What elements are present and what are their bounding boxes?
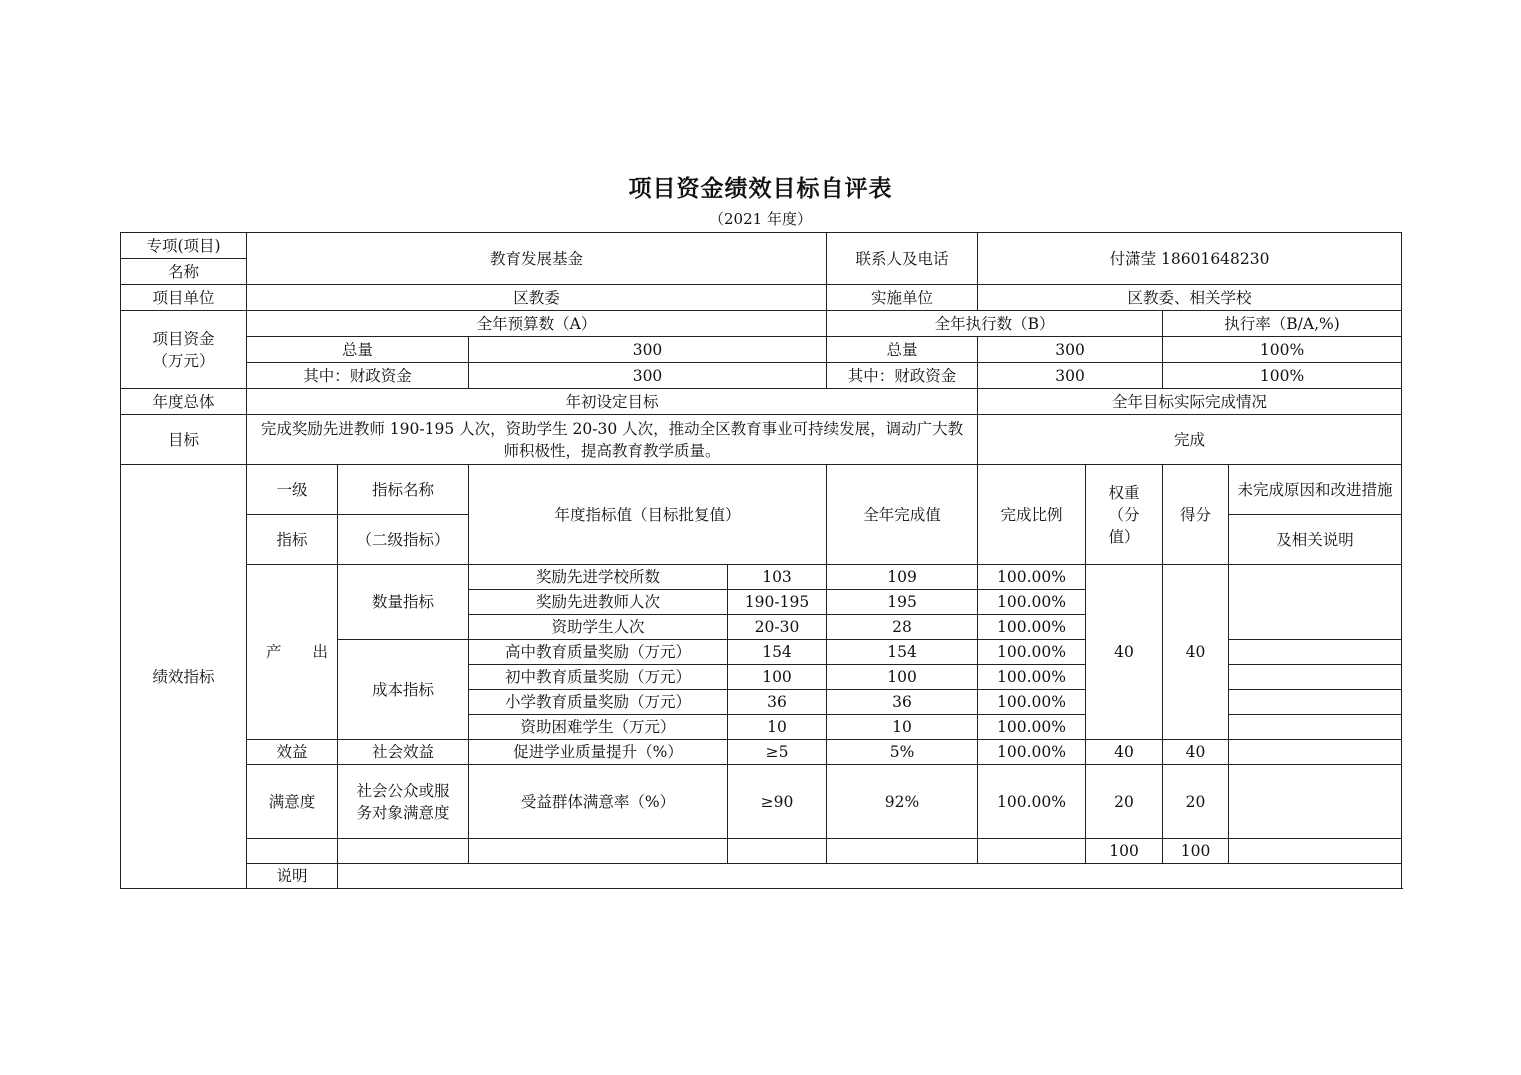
budget-total-label: 总量 [247,337,469,363]
project-name-label-2: 名称 [121,259,247,285]
annual-target-header: 年度指标值（目标批复值） [469,465,827,565]
indicator-name: 奖励先进教师人次 [469,590,728,615]
indicator-target: ≥5 [728,740,827,765]
ind-name-header-b: （二级指标） [338,515,469,565]
satisfaction-weight: 20 [1086,765,1163,839]
indicator-target: 36 [728,690,827,715]
reason-header-a: 未完成原因和改进措施 [1229,465,1402,515]
reason-cell [1229,715,1402,740]
goal-status: 完成 [978,415,1402,465]
total-score: 100 [1163,839,1229,864]
indicator-ratio: 100.00% [978,715,1086,740]
table-row [121,765,1402,839]
goal-label: 目标 [121,415,247,465]
quantity-label: 数量指标 [338,565,469,640]
indicator-done: 5% [827,740,978,765]
empty-cell [728,839,827,864]
reason-cell [1229,690,1402,715]
benefit-weight: 40 [1086,740,1163,765]
rate-total-value: 100% [1163,337,1402,363]
page-subtitle: （2021 年度） [709,210,812,228]
indicator-target: 100 [728,665,827,690]
cost-label: 成本指标 [338,640,469,740]
reason-cell [1229,740,1402,765]
rate-header: 执行率（B/A,%) [1163,311,1402,337]
annual-overall-label: 年度总体 [121,389,247,415]
budget-header: 全年预算数（A） [247,311,827,337]
funds-label [121,311,247,389]
indicator-target: 103 [728,565,827,590]
notes-label: 说明 [247,864,338,889]
indicator-ratio: 100.00% [978,615,1086,640]
weight-header: 权重（分值） [1086,465,1163,565]
indicator-target: 10 [728,715,827,740]
indicator-name: 奖励先进学校所数 [469,565,728,590]
rate-fiscal-value: 100% [1163,363,1402,389]
indicator-done: 154 [827,640,978,665]
indicator-ratio: 100.00% [978,665,1086,690]
indicator-done: 36 [827,690,978,715]
empty-cell [1229,839,1402,864]
empty-cell [469,839,728,864]
total-weight: 100 [1086,839,1163,864]
benefit-label: 效益 [247,740,338,765]
indicator-target: 154 [728,640,827,665]
indicator-ratio: 100.00% [978,565,1086,590]
indicator-done: 109 [827,565,978,590]
indicator-target: 190-195 [728,590,827,615]
empty-cell [827,839,978,864]
indicator-done: 92% [827,765,978,839]
indicator-ratio: 100.00% [978,740,1086,765]
output-weight: 40 [1086,565,1163,740]
indicator-ratio: 100.00% [978,590,1086,615]
empty-cell [338,839,469,864]
satisfaction-sub-label: 社会公众或服务对象满意度 [338,765,469,839]
satisfaction-label: 满意度 [247,765,338,839]
indicator-name: 高中教育质量奖励（万元） [469,640,728,665]
indicator-target: ≥90 [728,765,827,839]
impl-unit-value: 区教委、相关学校 [978,285,1402,311]
budget-fiscal-label: 其中：财政资金 [247,363,469,389]
indicator-name: 受益群体满意率（%） [469,765,728,839]
indicator-done: 28 [827,615,978,640]
reason-cell [1229,640,1402,665]
indicator-name: 资助学生人次 [469,615,728,640]
indicator-done: 100 [827,665,978,690]
level1-header-a: 一级 [247,465,338,515]
empty-cell [978,839,1086,864]
social-benefit-label: 社会效益 [338,740,469,765]
table-row [121,565,1402,590]
annual-done-header: 全年完成值 [827,465,978,565]
reason-cell [1229,565,1402,640]
exec-fiscal-value: 300 [978,363,1163,389]
indicator-name: 小学教育质量奖励（万元） [469,690,728,715]
table-row [121,740,1402,765]
reason-header-b: 及相关说明 [1229,515,1402,565]
project-unit-label: 项目单位 [121,285,247,311]
empty-cell [247,839,338,864]
funds-label-line1: 项目资金 [152,329,215,348]
page-title: 项目资金绩效目标自评表 [628,176,893,202]
actual-completion-header: 全年目标实际完成情况 [978,389,1402,415]
notes-value [338,864,1402,889]
exec-fiscal-label: 其中：财政资金 [827,363,978,389]
output-score: 40 [1163,565,1229,740]
reason-cell [1229,665,1402,690]
project-unit-value: 区教委 [247,285,827,311]
indicator-name: 促进学业质量提升（%） [469,740,728,765]
level1-header-b: 指标 [247,515,338,565]
indicator-name: 初中教育质量奖励（万元） [469,665,728,690]
goal-text: 完成奖励先进教师 190-195 人次，资助学生 20-30 人次，推动全区教育事业可持续发展，调动广大教师积极性，提高教育教学质量。 [247,415,978,465]
output-label: 产 出 [247,565,338,740]
exec-total-label: 总量 [827,337,978,363]
contact-label: 联系人及电话 [827,233,978,285]
done-ratio-header: 完成比例 [978,465,1086,565]
indicator-name: 资助困难学生（万元） [469,715,728,740]
funds-label-line2: （万元） [152,351,215,370]
indicator-ratio: 100.00% [978,640,1086,665]
initial-goal-header: 年初设定目标 [247,389,978,415]
indicator-ratio: 100.00% [978,765,1086,839]
indicator-target: 20-30 [728,615,827,640]
reason-cell [1229,765,1402,839]
indicator-ratio: 100.00% [978,690,1086,715]
budget-fiscal-value: 300 [469,363,827,389]
evaluation-table [120,232,1402,889]
indicator-done: 10 [827,715,978,740]
indicator-done: 195 [827,590,978,615]
total-row [121,839,1402,864]
project-name-value: 教育发展基金 [247,233,827,285]
impl-unit-label: 实施单位 [827,285,978,311]
project-name-label-1: 专项(项目) [121,233,247,259]
benefit-score: 40 [1163,740,1229,765]
satisfaction-score: 20 [1163,765,1229,839]
score-header: 得分 [1163,465,1229,565]
budget-total-value: 300 [469,337,827,363]
contact-value: 付潇莹 18601648230 [978,233,1402,285]
ind-name-header-a: 指标名称 [338,465,469,515]
perf-indicators-label: 绩效指标 [121,465,247,889]
exec-header: 全年执行数（B） [827,311,1163,337]
exec-total-value: 300 [978,337,1163,363]
